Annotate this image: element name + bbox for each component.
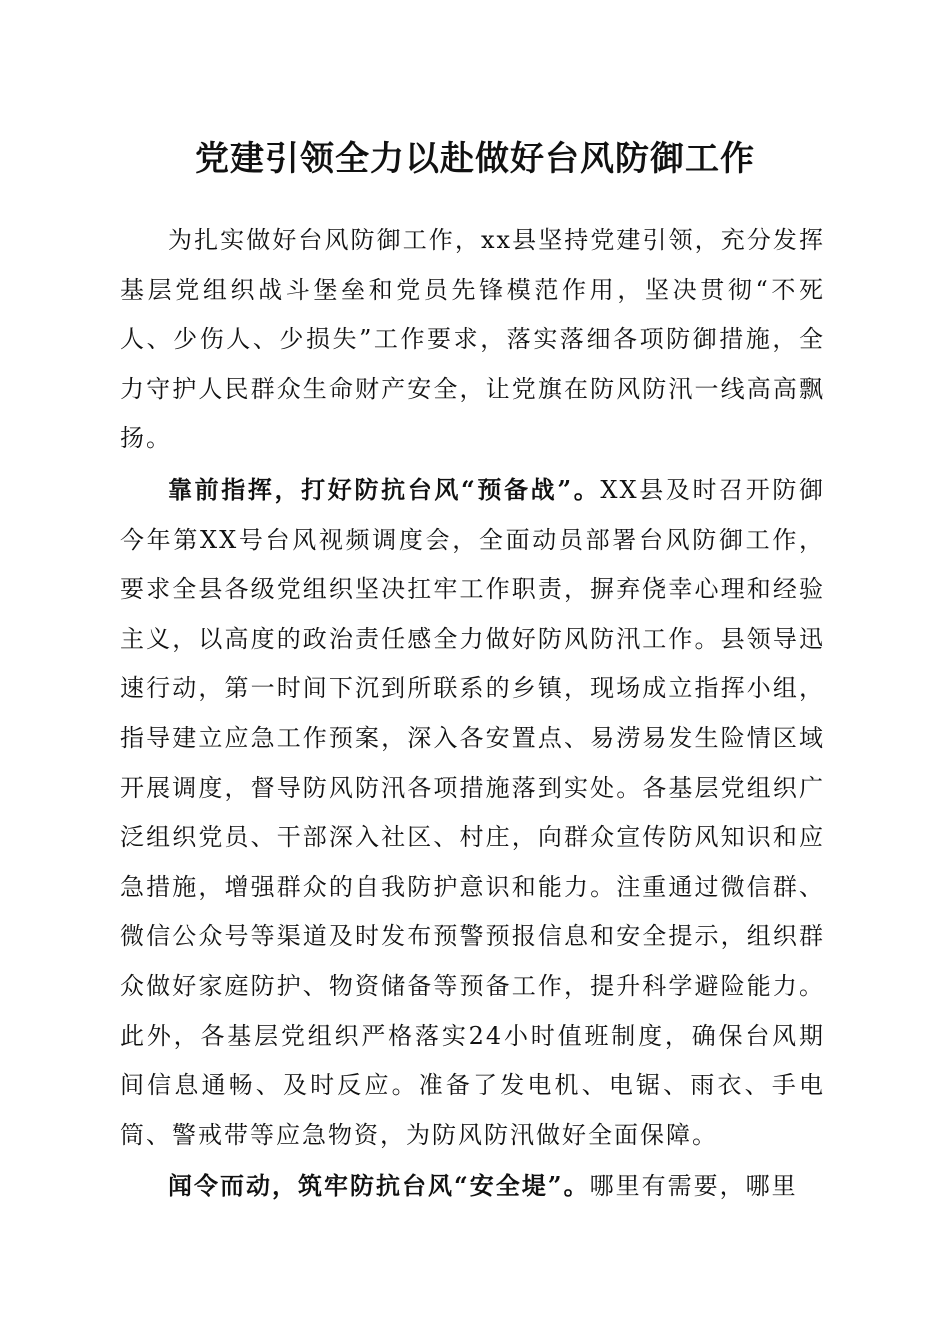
paragraph-intro	[120, 216, 825, 464]
paragraph-action	[120, 1161, 825, 1212]
document-title: 党建引领全力以赴做好台风防御工作	[195, 139, 755, 179]
paragraph-action-lead: 闻令而动，筑牢防抗台风“安全堤”。	[168, 1171, 590, 1200]
paragraph-command-lead: 靠前指挥，打好防抗台风“预备战”。	[168, 475, 601, 504]
paragraph-command-text: XX县及时召开防御今年第XX号台风视频调度会，全面动员部署台风防御工作，要求全县各级党组织坚决扛牢工作职责，摒弃侥幸心理和经验主义，以高度的政治责任感全力做好防风防汛工作。县领导迅速行动，第一时间下沉到所联系的乡镇，现场成立指挥小组，指导建立应急工作预案，深入各安置点、易涝易发生险情区域开展调度，督导防风防汛各项措施落到实处。各基层党组织广泛组织党员、干部深入社区、村庄，向群众宣传防风知识和应急措施，增强群众的自我防护意识和能力。注重通过微信群、微信公众号等渠道及时发布预警预报信息和安全提示，组织群众做好家庭防护、物资储备等预备工作，提升科学避险能力。此外，各基层党组织严格落实24小时值班制度，确保台风期间信息通畅、及时反应。准备了发电机、电锯、雨衣、手电筒、警戒带等应急物资，为防风防汛做好全面保障。	[120, 476, 826, 1149]
paragraph-action-text: 哪里有需要，哪里	[589, 1172, 798, 1200]
paragraph-intro-text: 为扎实做好台风防御工作，xx县坚持党建引领，充分发挥基层党组织战斗堡垒和党员先锋模范作用，坚决贯彻“不死人、少伤人、少损失”工作要求，落实落细各项防御措施，全力守护人民群众生命财产安全，让党旗在防风防汛一线高高飘扬。	[120, 226, 825, 453]
paragraph-command	[120, 465, 825, 1160]
